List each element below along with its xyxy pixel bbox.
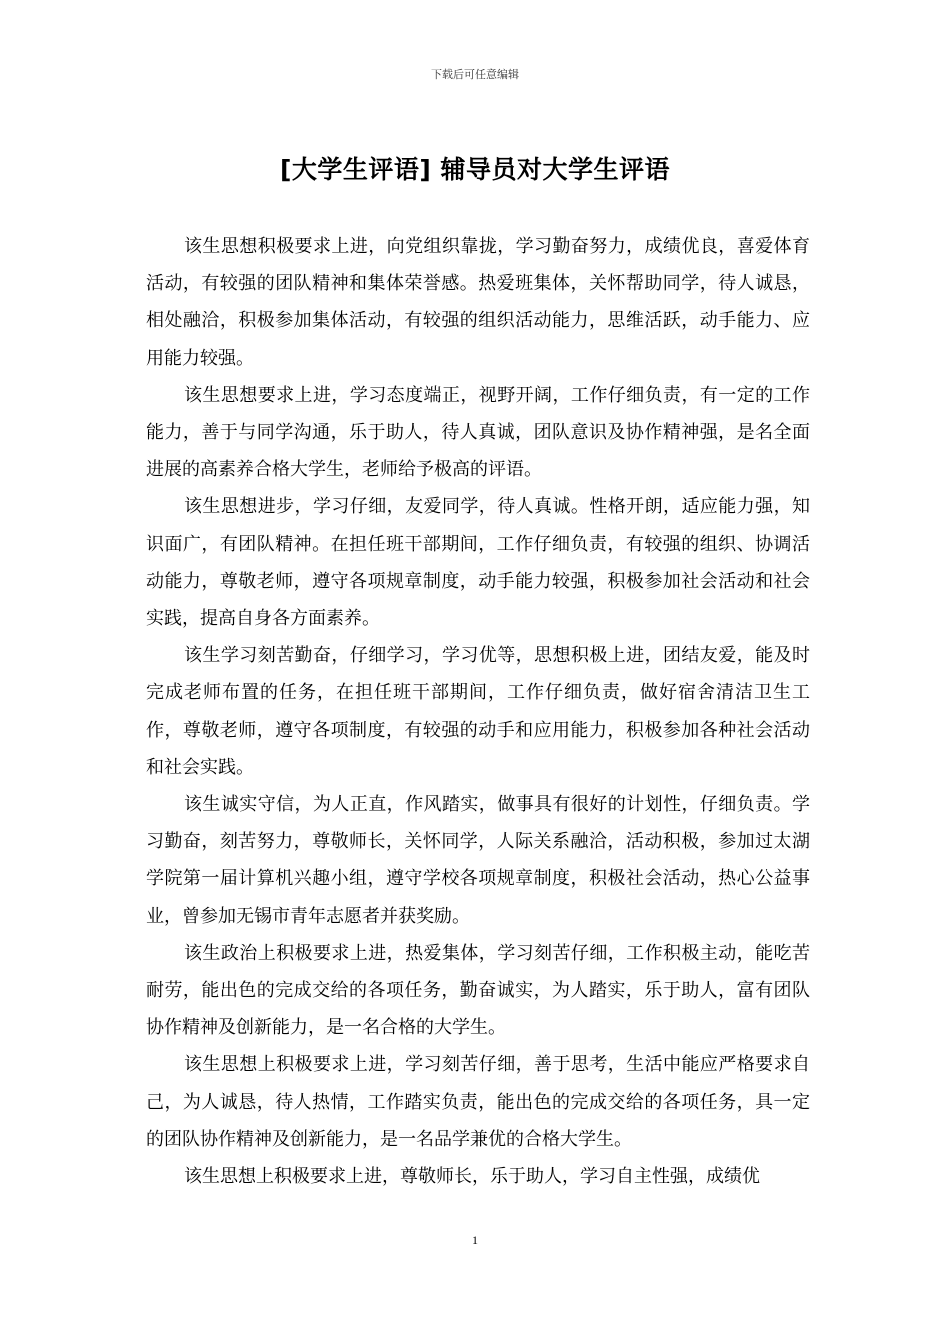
paragraph: 该生思想要求上进，学习态度端正，视野开阔，工作仔细负责，有一定的工作能力，善于与同学沟通，乐于助人，待人真诚，团队意识及协作精神强，是名全面进展的高素养合格大学生，老师给予极高的评语。 — [146, 384, 810, 481]
paragraph: 该生诚实守信，为人正直，作风踏实，做事具有很好的计划性，仔细负责。学习勤奋，刻苦努力，尊敬师长，关怀同学，人际关系融洽，活动积极，参加过太湖学院第一届计算机兴趣小组，遵守学校各项规章制度，积极社会活动，热心公益事业，曾参加无锡市青年志愿者并获奖励。 — [146, 794, 810, 927]
paragraph: 该生思想上积极要求上进，尊敬师长，乐于助人，学习自主性强，成绩优 — [184, 1166, 760, 1188]
document-body — [146, 228, 810, 1195]
paragraph: 该生思想积极要求上进，向党组织靠拢，学习勤奋努力，成绩优良，喜爱体育活动，有较强的团队精神和集体荣誉感。热爱班集体，关怀帮助同学，待人诚恳，相处融洽，积极参加集体活动，有较强的组织活动能力，思维活跃，动手能力、应用能力较强。 — [146, 236, 810, 369]
page-number: 1 — [472, 1233, 478, 1247]
paragraph: 该生思想进步，学习仔细，友爱同学，待人真诚。性格开朗，适应能力强，知识面广，有团队精神。在担任班干部期间，工作仔细负责，有较强的组织、协调活动能力，尊敬老师，遵守各项规章制度，动手能力较强，积极参加社会活动和社会实践，提高自身各方面素养。 — [146, 496, 810, 630]
paragraph: 该生学习刻苦勤奋，仔细学习，学习优等，思想积极上进，团结友爱，能及时完成老师布置的任务，在担任班干部期间，工作仔细负责，做好宿舍清洁卫生工作，尊敬老师，遵守各项制度，有较强的动手和应用能力，积极参加各种社会活动和社会实践。 — [146, 645, 810, 778]
document-title: [大学生评语] 辅导员对大学生评语 — [279, 155, 671, 184]
header-note: 下载后可任意编辑 — [431, 68, 519, 81]
paragraph: 该生思想上积极要求上进，学习刻苦仔细，善于思考，生活中能应严格要求自己，为人诚恳，待人热情，工作踏实负责，能出色的完成交给的各项任务，具一定的团队协作精神及创新能力，是一名品学兼优的合格大学生。 — [146, 1054, 810, 1150]
paragraph: 该生政治上积极要求上进，热爱集体，学习刻苦仔细，工作积极主动，能吃苦耐劳，能出色的完成交给的各项任务，勤奋诚实，为人踏实，乐于助人，富有团队协作精神及创新能力，是一名合格的大学生。 — [146, 942, 810, 1039]
